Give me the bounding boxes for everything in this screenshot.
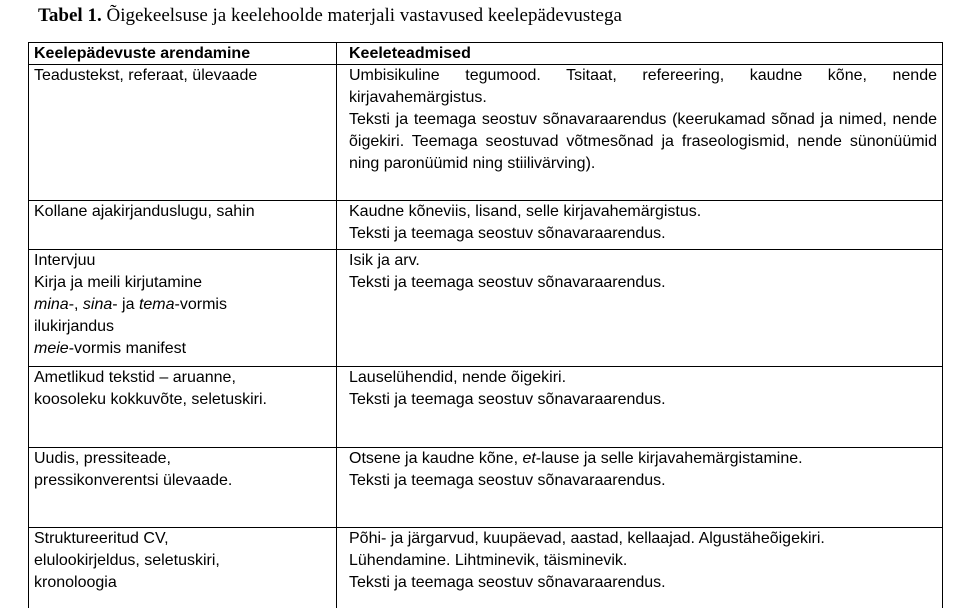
table-row (29, 65, 943, 201)
table-number: Tabel 1. (38, 5, 102, 26)
knowledge-text: Teksti ja teemaga seostuv sõnavaraarendus. (349, 574, 666, 591)
correspondence-table (28, 42, 943, 608)
competence-text: Teadustekst, referaat, ülevaade (34, 67, 258, 84)
knowledge-text: Lühendamine. Lihtminevik, täisminevik. (349, 552, 628, 569)
table-header-row (29, 43, 943, 65)
knowledge-text: Teksti ja teemaga seostuv sõnavaraarendus. (349, 472, 666, 489)
competence-text: elulookirjeldus, seletuskiri, (34, 552, 220, 569)
knowledge-text: Isik ja arv. (349, 252, 420, 269)
knowledge-text: Umbisikuline tegumood. Tsitaat, refereering, kaudne kõne, nende kirjavahemärgistus. (349, 67, 937, 106)
header-language-competence: Keelepädevuste arendamine (29, 43, 337, 65)
table-row (29, 201, 943, 250)
competence-cell (29, 201, 337, 250)
competence-text: pressikonverentsi ülevaade. (34, 472, 233, 489)
competence-text: mina-, sina- ja tema-vormis (34, 296, 227, 313)
knowledge-text: Teksti ja teemaga seostuv sõnavaraarendus. (349, 225, 666, 242)
competence-text: Ametlikud tekstid – aruanne, (34, 369, 236, 386)
knowledge-text: Põhi- ja järgarvud, kuupäevad, aastad, kellaajad. Algustäheõigekiri. (349, 530, 825, 547)
table-title: Õigekeelsuse ja keelehoolde materjali vastavused keelepädevustega (106, 5, 622, 26)
table-row (29, 250, 943, 367)
knowledge-cell (337, 65, 943, 201)
competence-cell (29, 65, 337, 201)
competence-text: Kirja ja meili kirjutamine (34, 274, 203, 291)
competence-text: Kollane ajakirjanduslugu, sahin (34, 203, 255, 220)
competence-cell (29, 367, 337, 448)
table-row (29, 448, 943, 528)
competence-text: kronoloogia (34, 574, 117, 591)
knowledge-text: Otsene ja kaudne kõne, et-lause ja selle kirjavahemärgistamine. (349, 450, 803, 467)
knowledge-cell (337, 201, 943, 250)
competence-text: meie-vormis manifest (34, 340, 187, 357)
competence-cell (29, 448, 337, 528)
knowledge-cell (337, 367, 943, 448)
table-row (29, 367, 943, 448)
competence-cell (29, 528, 337, 608)
competence-text: koosoleku kokkuvõte, seletuskiri. (34, 391, 267, 408)
knowledge-text: Kaudne kõneviis, lisand, selle kirjavahemärgistus. (349, 203, 702, 220)
competence-text: ilukirjandus (34, 318, 115, 335)
knowledge-text: Teksti ja teemaga seostuv sõnavaraarendus (keerukamad sõnad ja nimed, nende õigekiri. Teemaga seostuvad võtmesõnad ja fraseologismid, nende sünonüümid ning paronüümid ning stiilivärving). (349, 111, 937, 172)
knowledge-text: Teksti ja teemaga seostuv sõnavaraarendus. (349, 274, 666, 291)
header-language-knowledge: Keeleteadmised (337, 43, 943, 65)
knowledge-cell (337, 250, 943, 367)
competence-text: Struktureeritud CV, (34, 530, 169, 547)
knowledge-text: Teksti ja teemaga seostuv sõnavaraarendus. (349, 391, 666, 408)
competence-text: Uudis, pressiteade, (34, 450, 171, 467)
knowledge-cell (337, 528, 943, 608)
table-row (29, 528, 943, 608)
table-caption (38, 2, 622, 30)
knowledge-cell (337, 448, 943, 528)
knowledge-text: Lauselühendid, nende õigekiri. (349, 369, 567, 386)
competence-cell (29, 250, 337, 367)
competence-text: Intervjuu (34, 252, 96, 269)
